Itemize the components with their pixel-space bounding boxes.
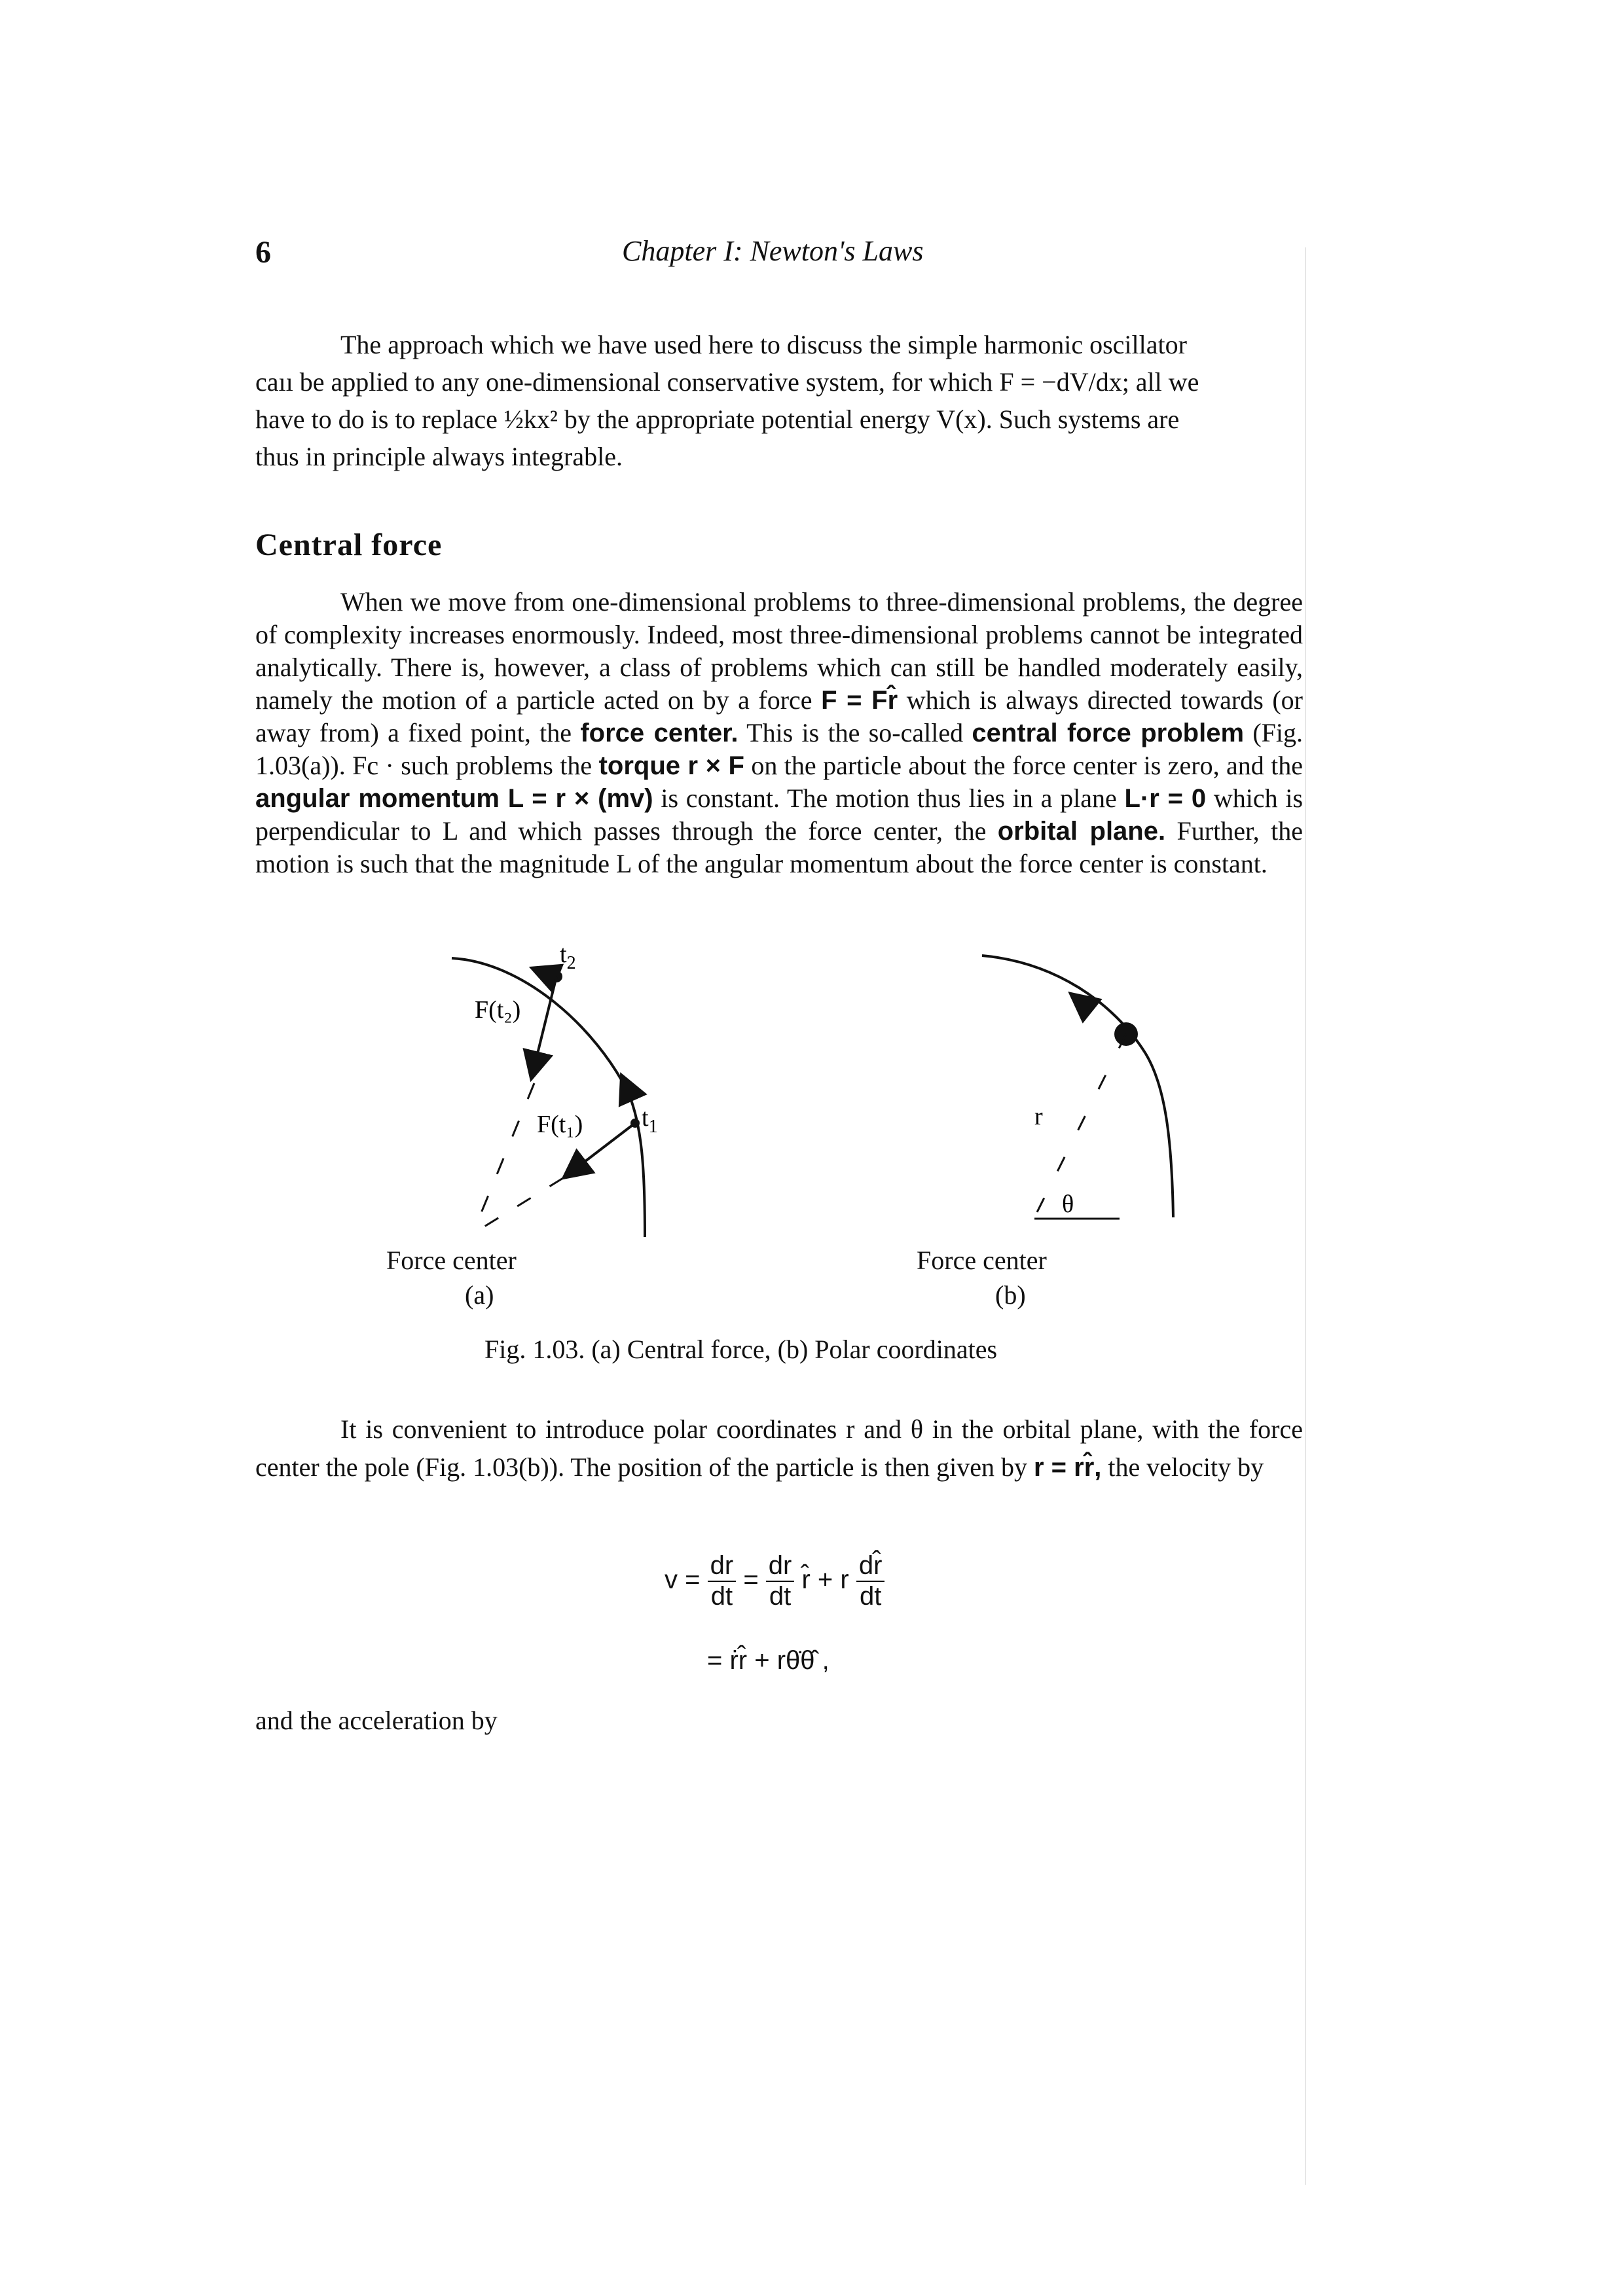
p2-text-e: on the particle about the force center is zero, and the bbox=[744, 751, 1304, 780]
eq-num-3: dr̂ bbox=[856, 1551, 885, 1582]
paragraph-polar bbox=[255, 1410, 1303, 1486]
scan-edge-line bbox=[1305, 247, 1306, 2185]
term-force-center: force center. bbox=[580, 719, 739, 747]
p2-text-b: which is always directed towards (or away from) a fixed point, the bbox=[255, 685, 1303, 747]
p3-text-b: the velocity by bbox=[1101, 1452, 1264, 1482]
label-t2: $t_2$ bbox=[560, 941, 576, 973]
eq-frac-3 bbox=[856, 1551, 885, 1611]
p2-text-g: which is perpendicular to L and which passes through the force center, the bbox=[255, 783, 1304, 846]
eq-frac-2 bbox=[766, 1551, 795, 1611]
velocity-equation-line-2: = ṙr̂ + rθ̇θ̂ , bbox=[707, 1646, 830, 1675]
eq-term-2: r̂ + r bbox=[801, 1565, 849, 1594]
page-number: 6 bbox=[255, 235, 271, 270]
l-expression: L = r × (mv) bbox=[499, 784, 653, 813]
plane-expression: L·r = 0 bbox=[1124, 784, 1207, 813]
label-F-t1: F(t₁) bbox=[537, 1111, 583, 1138]
dashed-line-t2 bbox=[475, 1083, 534, 1227]
figure-b-diagram bbox=[969, 929, 1211, 1244]
dashed-line-t1 bbox=[478, 1178, 563, 1230]
running-title: Chapter I: Newton's Laws bbox=[622, 235, 924, 267]
p3-text-a: It is convenient to introduce polar coordinates r and θ in the orbital plane, with the force center the pole (Fig. 1.03(b)). The position of the particle is then given by bbox=[255, 1414, 1303, 1482]
label-r: r bbox=[1034, 1103, 1043, 1130]
p1-line-2: caıı be applied to any one-dimensional conservative system, for which F = −dV/dx; all we bbox=[255, 367, 1199, 397]
orbit-path-b bbox=[982, 956, 1173, 1217]
torque-expression: r × F bbox=[680, 751, 744, 780]
p2-text-f: is constant. The motion thus lies in a plane bbox=[653, 783, 1125, 813]
p2-text-d: (Fig. 1.03(a)). Fc · such problems the bbox=[255, 718, 1304, 780]
figure-caption: Fig. 1.03. (a) Central force, (b) Polar coordinates bbox=[484, 1335, 998, 1364]
eq-den-3: dt bbox=[859, 1582, 882, 1611]
p2-text-h: Further, the motion is such that the magnitude L of the angular momentum about the force center is constant. bbox=[255, 816, 1303, 878]
p2 bbox=[255, 586, 1303, 880]
position-expression: r = rr̂, bbox=[1033, 1453, 1102, 1482]
eq-num-2: dr bbox=[766, 1551, 795, 1582]
p1-line-3: have to do is to replace ½kx² by the appropriate potential energy V(x). Such systems are bbox=[255, 404, 1180, 434]
eq-lhs: v = bbox=[665, 1565, 701, 1594]
term-orbital-plane: orbital plane. bbox=[997, 817, 1166, 846]
force-expression: F = Fr̂ bbox=[821, 686, 898, 715]
figure-a-diagram bbox=[380, 929, 694, 1244]
radius-line bbox=[1034, 1034, 1126, 1217]
p2-text-a: When we move from one-dimensional problems to three-dimensional problems, the degree of complexity increases enormously. Indeed, most three-dimensional problems cannot be integrated analytically. There is, however, a class of problems which can still be handled moderately easily, namely the motion of a particle acted on by a force bbox=[255, 587, 1303, 715]
p1-line-4: thus in principle always integrable. bbox=[255, 442, 623, 471]
eq-den-2: dt bbox=[769, 1582, 792, 1611]
eq-equals: = bbox=[743, 1565, 759, 1594]
section-heading: Central force bbox=[255, 528, 443, 562]
label-force-center-a: Force center bbox=[386, 1246, 517, 1275]
p1-line-1: The approach which we have used here to discuss the simple harmonic oscillator bbox=[340, 330, 1187, 359]
label-force-center-b: Force center bbox=[917, 1246, 1047, 1275]
velocity-equation bbox=[665, 1551, 884, 1611]
label-F-t2: F(t₂) bbox=[475, 996, 521, 1024]
p2-text-c: This is the so-called bbox=[738, 718, 972, 747]
label-panel-b: (b) bbox=[995, 1280, 1026, 1310]
paragraph-central-force bbox=[255, 586, 1303, 880]
paragraph-acceleration: and the acceleration by bbox=[255, 1706, 498, 1735]
orbit-arrow-top bbox=[543, 973, 550, 975]
orbit-arrow-b bbox=[1080, 1001, 1087, 1007]
term-central-force: central force problem bbox=[972, 719, 1245, 747]
paragraph-oscillator bbox=[255, 326, 1303, 475]
eq-num-1: dr bbox=[708, 1551, 737, 1582]
term-angular-momentum: angular momentum bbox=[255, 784, 500, 813]
label-panel-a: (a) bbox=[465, 1280, 494, 1310]
term-torque: torque bbox=[598, 751, 681, 780]
label-t1: $t_1$ bbox=[642, 1104, 658, 1137]
eq-frac-1 bbox=[708, 1551, 737, 1611]
p3 bbox=[255, 1410, 1303, 1486]
label-theta: θ bbox=[1062, 1191, 1074, 1218]
eq-den-1: dt bbox=[710, 1582, 733, 1611]
